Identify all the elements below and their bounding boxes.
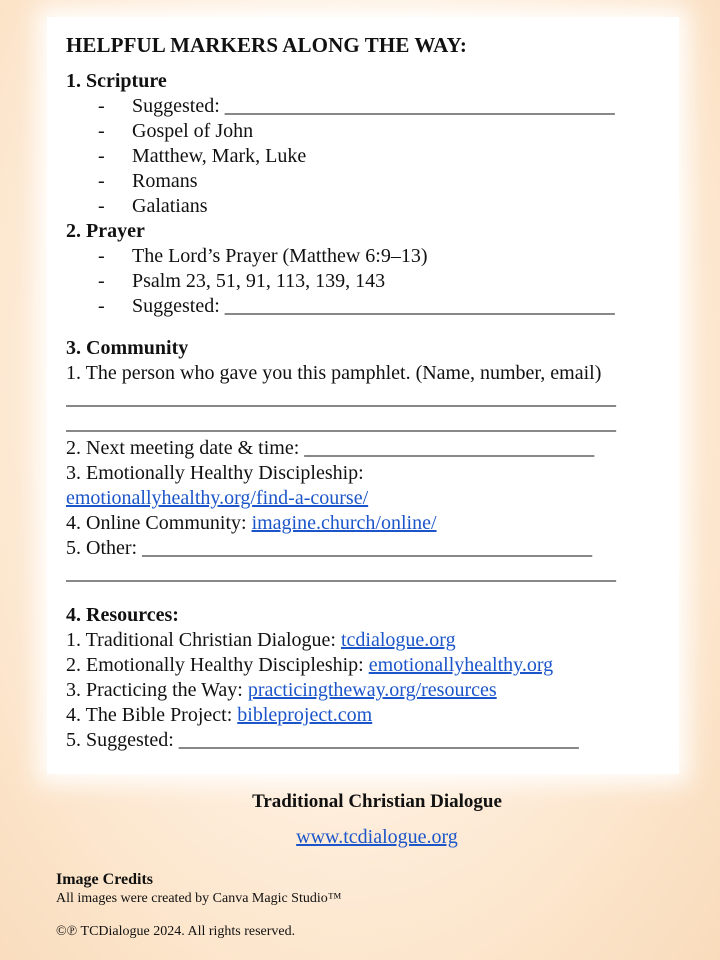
fill-in-blank: _______________________________________________________: [66, 412, 616, 434]
prayer-list: [66, 244, 676, 319]
scripture-list: [66, 94, 676, 219]
list-item: - Suggested: _______________________________________: [98, 95, 615, 117]
online-community-link[interactable]: imagine.church/online/: [251, 512, 437, 534]
community-item-other: 5. Other: _____________________________________________: [66, 537, 593, 559]
list-item: - Suggested: _______________________________________: [98, 295, 615, 317]
community-heading: 3. Community: [66, 337, 189, 359]
footer-website-link[interactable]: www.tcdialogue.org: [296, 826, 458, 848]
list-item: - Matthew, Mark, Luke: [98, 145, 307, 167]
list-item: - Romans: [98, 170, 198, 192]
resource-item: 4. The Bible Project: bibleproject.com: [66, 704, 373, 726]
tcdialogue-link[interactable]: tcdialogue.org: [341, 629, 456, 651]
list-item: - Galatians: [98, 195, 208, 217]
resource-item-suggested: 5. Suggested: ________________________________________: [66, 729, 579, 751]
fill-in-blank: _______________________________________________________: [66, 562, 616, 584]
credits-heading: Image Credits: [56, 871, 154, 888]
resources-heading: 4. Resources:: [66, 604, 179, 626]
emotionallyhealthy-link[interactable]: emotionallyhealthy.org: [368, 654, 554, 676]
community-item-meeting: 2. Next meeting date & time: _____________________________: [66, 437, 595, 459]
list-item: - Gospel of John: [98, 120, 254, 142]
community-item-online: 4. Online Community: imagine.church/online/: [66, 512, 437, 534]
list-item: - The Lord’s Prayer (Matthew 6:9–13): [98, 245, 428, 267]
markers-content: [66, 33, 676, 753]
page-title: HELPFUL MARKERS ALONG THE WAY:: [66, 33, 467, 57]
community-item-ehd-label: 3. Emotionally Healthy Discipleship:: [66, 462, 364, 484]
bibleproject-link[interactable]: bibleproject.com: [237, 704, 373, 726]
resource-item: 3. Practicing the Way: practicingtheway.org/resources: [66, 679, 497, 701]
scripture-heading: 1. Scripture: [66, 70, 167, 92]
copyright-notice: ©℗ TCDialogue 2024. All rights reserved.: [56, 924, 296, 939]
practicingtheway-link[interactable]: practicingtheway.org/resources: [247, 679, 497, 701]
ehd-course-link[interactable]: emotionallyhealthy.org/find-a-course/: [66, 487, 369, 509]
footer-org-name: Traditional Christian Dialogue: [252, 791, 502, 812]
list-item: - Psalm 23, 51, 91, 113, 139, 143: [98, 270, 386, 292]
fill-in-blank: _______________________________________________________: [66, 387, 616, 409]
resource-item: 2. Emotionally Healthy Discipleship: emotionallyhealthy.org: [66, 654, 554, 676]
credits-text: All images were created by Canva Magic Studio™: [56, 891, 342, 906]
image-credits: [56, 870, 341, 908]
community-item-pamphlet: 1. The person who gave you this pamphlet. (Name, number, email): [66, 362, 602, 384]
prayer-heading: 2. Prayer: [66, 220, 145, 242]
resource-item: 1. Traditional Christian Dialogue: tcdialogue.org: [66, 629, 456, 651]
